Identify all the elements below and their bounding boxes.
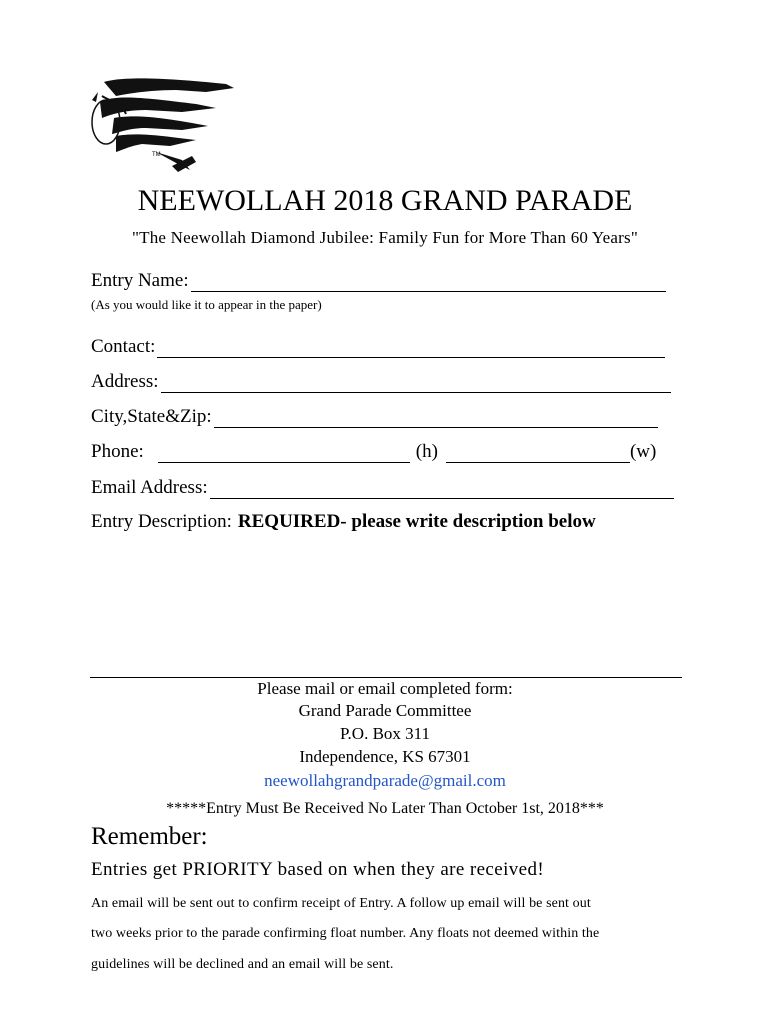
contact-label: Contact: [91,336,156,357]
mail-instruction: Please mail or email completed form: [257,679,513,698]
description-row [91,511,596,533]
deadline-notice: *****Entry Must Be Received No Later Than October 1st, 2018*** [166,800,604,817]
city-state-zip-label: City,State&Zip: [91,406,212,427]
email-label: Email Address: [91,477,208,498]
phone-label: Phone: [91,441,144,462]
description-required-note: REQUIRED- please write description below [237,511,596,532]
phone-row [91,441,656,463]
city-state-zip-field[interactable] [214,409,658,428]
address-label: Address: [91,371,159,392]
po-box: P.O. Box 311 [339,724,431,743]
entry-name-note: (As you would like it to appear in the paper) [91,297,322,312]
description-label: Entry Description: [91,511,232,532]
phone-home-field[interactable] [158,444,410,463]
description-area[interactable] [91,540,681,670]
mailing-city: Independence, KS 67301 [299,747,471,766]
phone-home-suffix: (h) [415,441,438,462]
page-subtitle: "The Neewollah Diamond Jubilee: Family Fun for More Than 60 Years" [132,228,638,247]
contact-email-link[interactable]: neewollahgrandparade@gmail.com [264,771,506,790]
neewollah-witch-logo-icon [86,74,238,182]
contact-field[interactable] [157,339,665,358]
description-bottom-line [90,677,682,678]
email-row [91,477,674,499]
phone-work-suffix: (w) [629,441,657,462]
entry-name-field[interactable] [191,273,666,292]
entry-name-label: Entry Name: [91,270,189,291]
city-state-zip-row [91,406,658,428]
page-title: NEEWOLLAH 2018 GRAND PARADE [137,184,633,217]
address-row [91,371,671,393]
email-field[interactable] [210,480,674,499]
contact-row [91,336,665,358]
remember-line-3: guidelines will be declined and an email will be sent. [91,957,394,972]
trademark-label: TM [152,152,161,158]
priority-note: Entries get PRIORITY based on when they are received! [91,859,545,880]
remember-line-1: An email will be sent out to confirm receipt of Entry. A follow up email will be sent out [91,896,591,911]
entry-name-row [91,270,666,292]
phone-work-field[interactable] [446,444,630,463]
remember-heading: Remember: [91,823,208,850]
address-field[interactable] [161,374,671,393]
committee-name: Grand Parade Committee [298,701,472,720]
remember-line-2: two weeks prior to the parade confirming float number. Any floats not deemed within the [91,926,600,941]
